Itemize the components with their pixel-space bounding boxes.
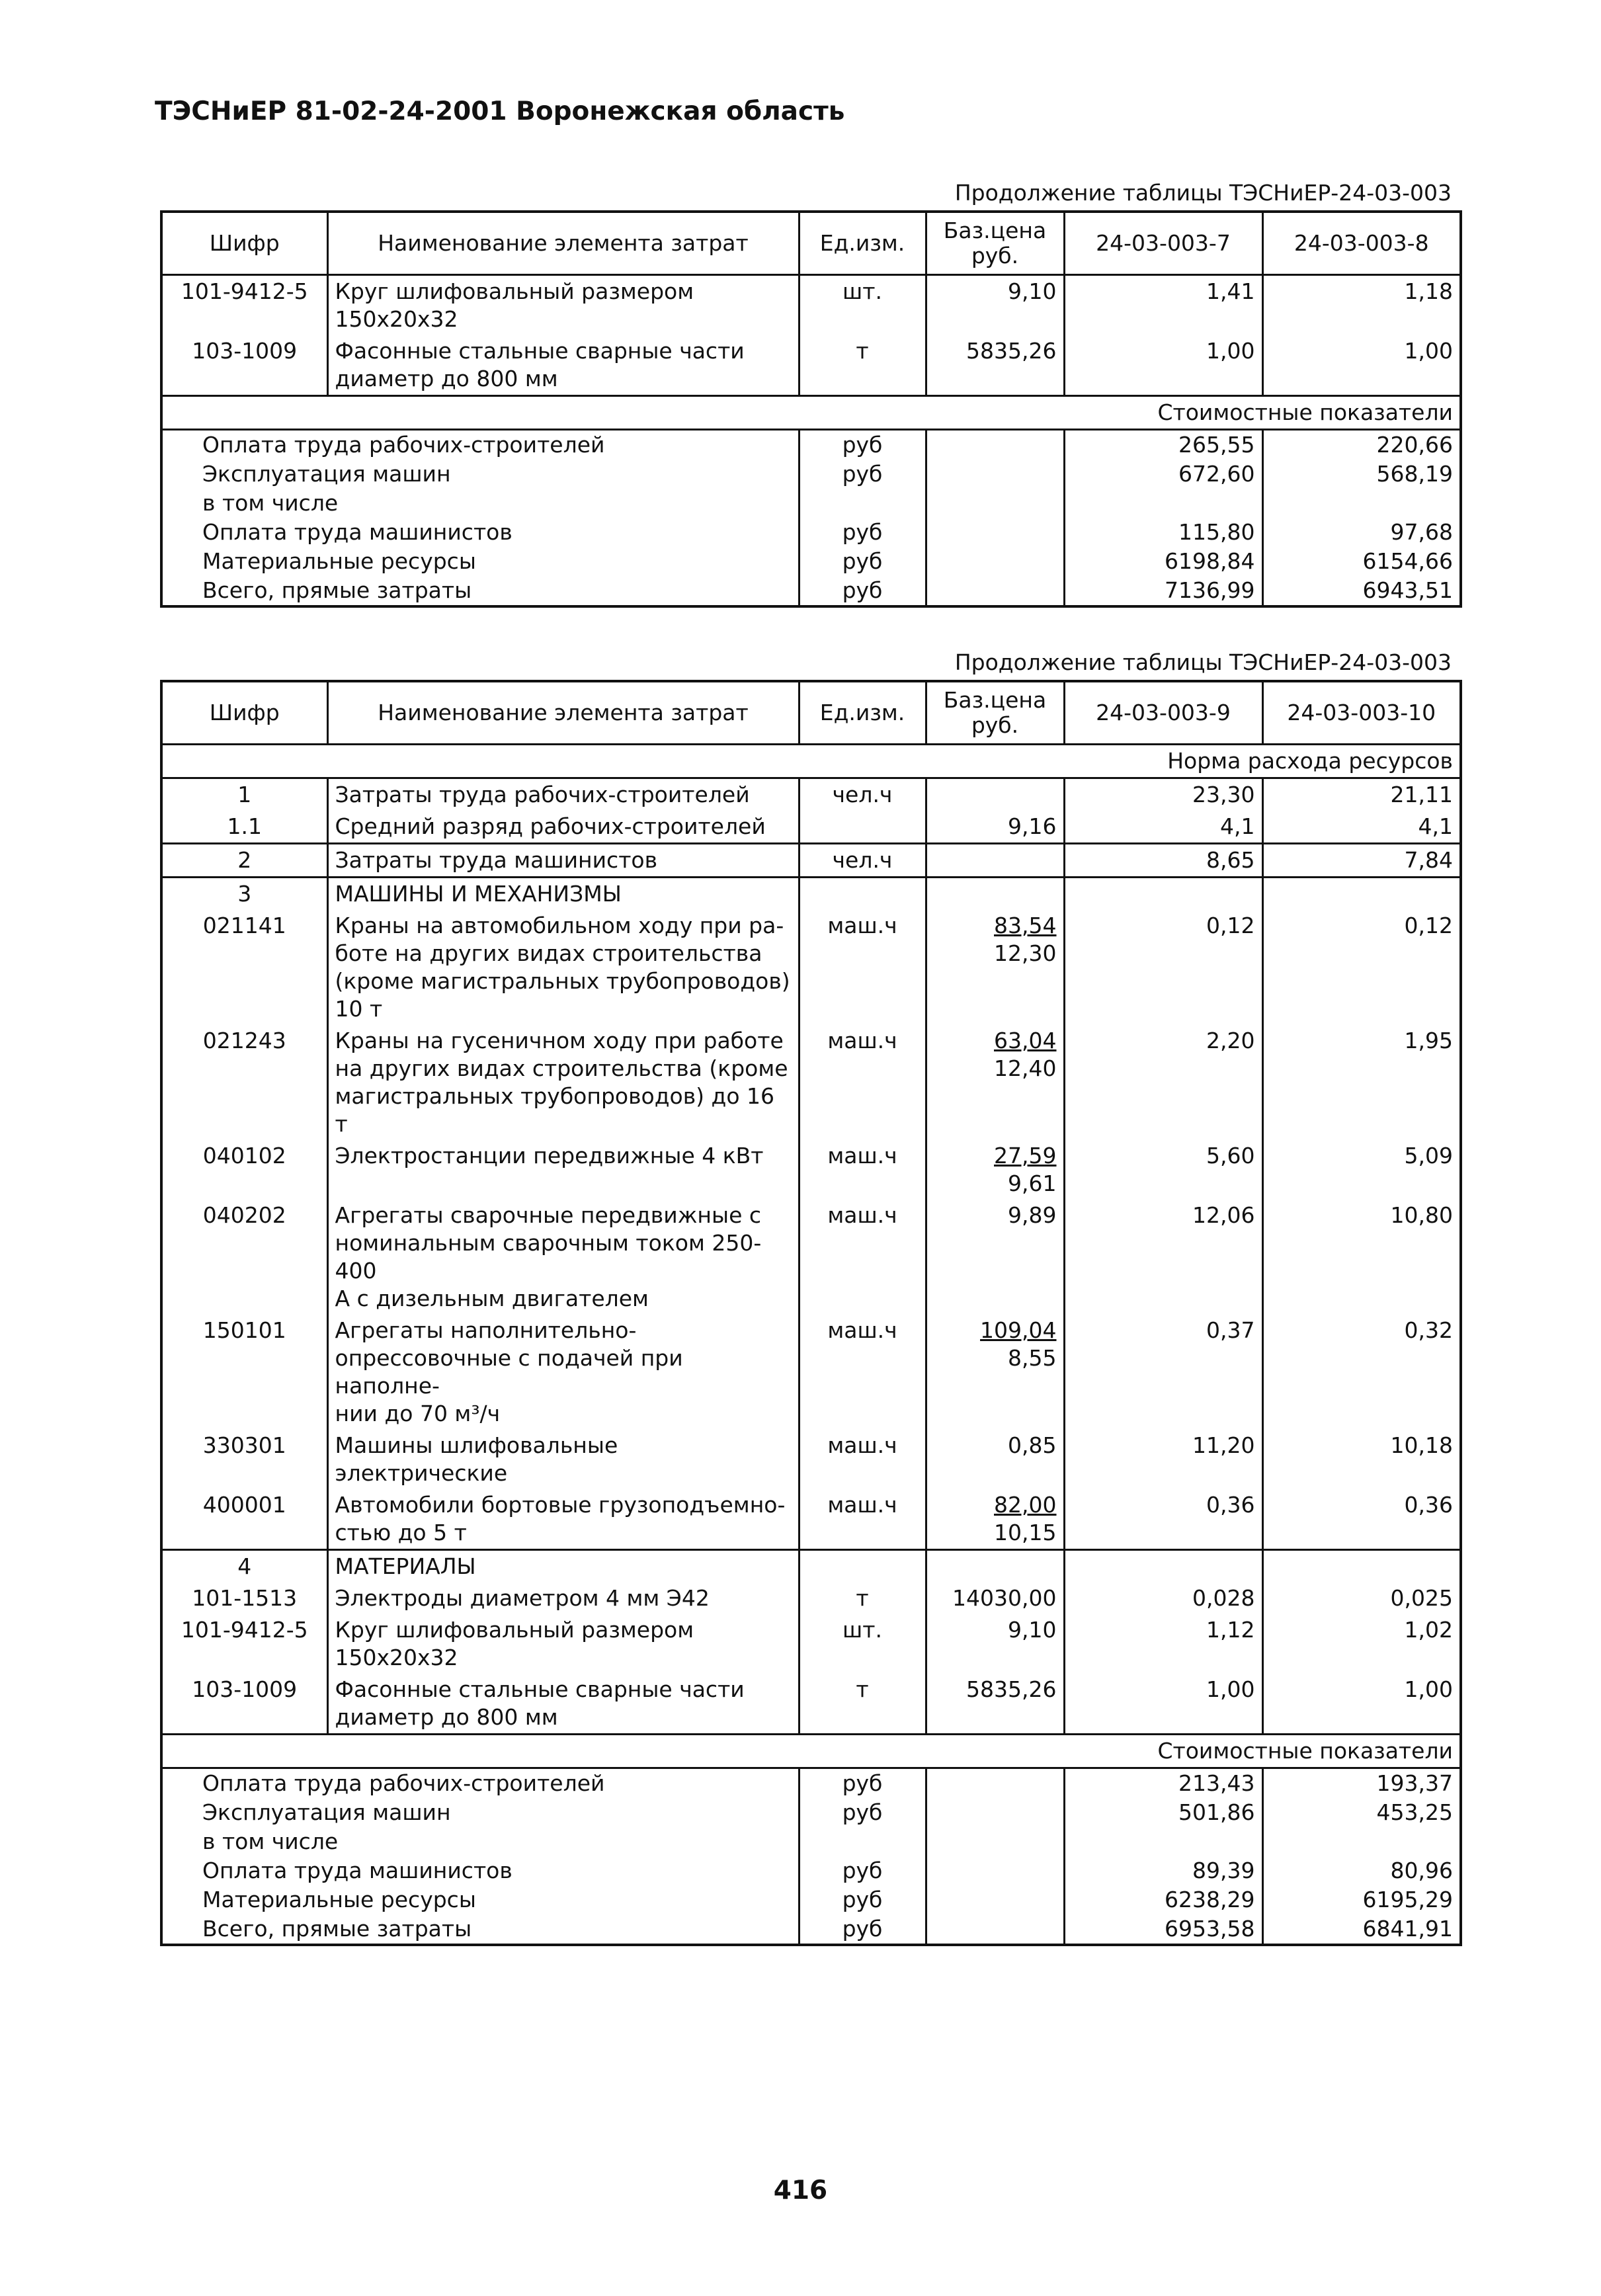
cost-value-2: 80,96 bbox=[1390, 1858, 1453, 1883]
header-col2: 24-03-003-8 bbox=[1262, 212, 1461, 275]
cost-row bbox=[161, 1798, 1461, 1827]
cost-row-total bbox=[161, 1914, 1461, 1945]
row-name-line: А с дизельным двигателем bbox=[335, 1286, 649, 1311]
cost-name: Оплата труда рабочих-строителей bbox=[161, 1768, 799, 1799]
section-row-materials bbox=[161, 1550, 1461, 1583]
row-name bbox=[327, 1614, 799, 1674]
row-value-1: 4,1 bbox=[1064, 811, 1262, 844]
row-value-1: 2,20 bbox=[1064, 1025, 1262, 1140]
page-number: 416 bbox=[773, 2176, 828, 2205]
row-code: 040102 bbox=[161, 1140, 327, 1200]
price-wage: 12,40 bbox=[994, 1055, 1057, 1081]
row-name bbox=[327, 1582, 799, 1614]
table-row bbox=[161, 1430, 1461, 1489]
row-name-line: Машины шлифовальные электрические bbox=[335, 1432, 618, 1486]
section-header-cost bbox=[161, 1735, 1461, 1768]
row-price bbox=[926, 1489, 1064, 1550]
cost-price bbox=[926, 489, 1064, 518]
row-code: 400001 bbox=[161, 1489, 327, 1550]
row-price bbox=[926, 1140, 1064, 1200]
cost-name: Всего, прямые затраты bbox=[161, 1914, 799, 1945]
section-title: МАТЕРИАЛЫ bbox=[327, 1550, 799, 1583]
row-name-line: диаметр до 800 мм bbox=[335, 366, 558, 391]
row-unit: т bbox=[799, 335, 926, 396]
cost-value-2: 6154,66 bbox=[1362, 548, 1453, 574]
cost-value-1: 672,60 bbox=[1064, 460, 1262, 489]
cost-price bbox=[926, 430, 1064, 460]
table-row bbox=[161, 1489, 1461, 1550]
row-unit: т bbox=[799, 1582, 926, 1614]
cost-value-2: 6943,51 bbox=[1362, 577, 1453, 603]
cost-price bbox=[926, 1768, 1064, 1799]
price-total: 82,00 bbox=[994, 1492, 1057, 1518]
header-col1: 24-03-003-7 bbox=[1064, 212, 1262, 275]
price-total: 109,04 bbox=[980, 1317, 1057, 1343]
cost-name: в том числе bbox=[161, 1827, 799, 1856]
empty-cell bbox=[1064, 878, 1262, 911]
section-header-cost bbox=[161, 396, 1461, 430]
table-row bbox=[161, 1674, 1461, 1735]
row-name bbox=[327, 275, 799, 336]
row-name bbox=[327, 1315, 799, 1430]
price-total: 63,04 bbox=[994, 1028, 1057, 1053]
price-wage: 9,61 bbox=[1008, 1170, 1057, 1196]
row-price bbox=[926, 778, 1064, 811]
row-value-1: 8,65 bbox=[1064, 844, 1262, 878]
table-row bbox=[161, 1315, 1461, 1430]
row-price: 9,10 bbox=[926, 1614, 1064, 1674]
cost-value-2: 453,25 bbox=[1376, 1799, 1453, 1825]
table-row bbox=[161, 1200, 1461, 1315]
cost-value-1 bbox=[1064, 1827, 1262, 1856]
row-value-1: 0,36 bbox=[1064, 1489, 1262, 1550]
row-name-line: номинальным сварочным током 250-400 bbox=[335, 1230, 762, 1284]
cost-unit: руб bbox=[799, 1856, 926, 1885]
cost-unit: руб bbox=[799, 518, 926, 547]
cost-price bbox=[926, 460, 1064, 489]
row-name: Затраты труда рабочих-строителей bbox=[327, 778, 799, 811]
row-name-line: Краны на автомобильном ходу при ра- bbox=[335, 913, 784, 938]
row-value-2: 1,00 bbox=[1404, 1676, 1453, 1702]
header-name: Наименование элемента затрат bbox=[327, 212, 799, 275]
row-unit: маш.ч bbox=[799, 1140, 926, 1200]
resource-table-1 bbox=[160, 210, 1462, 608]
header-price: Баз.цена руб. bbox=[926, 212, 1064, 275]
empty-cell bbox=[926, 878, 1064, 911]
table1-continuation-caption: Продолжение таблицы ТЭСНиЕР-24-03-003 bbox=[954, 180, 1452, 206]
row-value-1: 0,028 bbox=[1064, 1582, 1262, 1614]
row-value-1: 5,60 bbox=[1064, 1140, 1262, 1200]
row-unit: шт. bbox=[799, 275, 926, 336]
row-name bbox=[327, 910, 799, 1025]
table-row bbox=[161, 1140, 1461, 1200]
row-name-line: 150х20х32 bbox=[335, 1645, 458, 1670]
row-value-2: 1,02 bbox=[1404, 1617, 1453, 1643]
table1-header-row bbox=[161, 212, 1461, 275]
row-name-line: Агрегаты наполнительно- bbox=[335, 1317, 637, 1343]
table-row bbox=[161, 844, 1461, 878]
row-name-line: 150х20х32 bbox=[335, 306, 458, 332]
cost-value-2: 193,37 bbox=[1376, 1770, 1453, 1796]
row-unit: шт. bbox=[799, 1614, 926, 1674]
row-name-line: Электростанции передвижные 4 кВт bbox=[335, 1143, 764, 1168]
row-price: 9,16 bbox=[926, 811, 1064, 844]
row-value-1: 11,20 bbox=[1064, 1430, 1262, 1489]
table2-header-row bbox=[161, 681, 1461, 745]
row-code: 103-1009 bbox=[161, 335, 327, 396]
row-unit: маш.ч bbox=[799, 1489, 926, 1550]
cost-name: Материальные ресурсы bbox=[161, 547, 799, 576]
row-code: 1 bbox=[161, 778, 327, 811]
cost-row bbox=[161, 460, 1461, 489]
cost-value-1: 6953,58 bbox=[1064, 1914, 1262, 1945]
row-unit: маш.ч bbox=[799, 1200, 926, 1315]
cost-unit: руб bbox=[799, 1798, 926, 1827]
row-price: 9,89 bbox=[926, 1200, 1064, 1315]
row-name-line: магистральных трубопроводов) до 16 т bbox=[335, 1083, 775, 1137]
row-price: 0,85 bbox=[926, 1430, 1064, 1489]
cost-unit bbox=[799, 1827, 926, 1856]
price-total: 83,54 bbox=[994, 913, 1057, 938]
cost-price bbox=[926, 1914, 1064, 1945]
row-unit: т bbox=[799, 1674, 926, 1735]
cost-row bbox=[161, 1885, 1461, 1914]
section-title: Норма расхода ресурсов bbox=[161, 745, 1461, 778]
cost-name: в том числе bbox=[161, 489, 799, 518]
row-code: 021243 bbox=[161, 1025, 327, 1140]
cost-name: Эксплуатация машин bbox=[161, 1798, 799, 1827]
cost-value-2: 568,19 bbox=[1376, 461, 1453, 487]
header-unit: Ед.изм. bbox=[799, 681, 926, 745]
table-row bbox=[161, 1614, 1461, 1674]
cost-name: Оплата труда машинистов bbox=[161, 1856, 799, 1885]
cost-name: Материальные ресурсы bbox=[161, 1885, 799, 1914]
cost-value-1: 7136,99 bbox=[1064, 576, 1262, 606]
cost-value-1: 501,86 bbox=[1064, 1798, 1262, 1827]
empty-cell bbox=[926, 1550, 1064, 1583]
section-title: МАШИНЫ И МЕХАНИЗМЫ bbox=[327, 878, 799, 911]
row-unit: маш.ч bbox=[799, 1430, 926, 1489]
header-price: Баз.цена руб. bbox=[926, 681, 1064, 745]
table-row bbox=[161, 335, 1461, 396]
row-unit: чел.ч bbox=[799, 778, 926, 811]
row-value-2: 7,84 bbox=[1262, 844, 1461, 878]
resource-table-2 bbox=[160, 680, 1462, 1946]
row-value-2: 0,025 bbox=[1390, 1585, 1453, 1611]
row-unit bbox=[799, 811, 926, 844]
cost-name: Оплата труда машинистов bbox=[161, 518, 799, 547]
empty-cell bbox=[799, 878, 926, 911]
row-name-line: 10 т bbox=[335, 996, 383, 1022]
cost-value-2: 97,68 bbox=[1390, 519, 1453, 545]
row-code: 330301 bbox=[161, 1430, 327, 1489]
row-value-2: 21,11 bbox=[1390, 782, 1453, 807]
cost-row bbox=[161, 547, 1461, 576]
table-row bbox=[161, 778, 1461, 811]
row-name-line: Круг шлифовальный размером bbox=[335, 278, 694, 304]
row-price: 5835,26 bbox=[926, 335, 1064, 396]
section-title: Стоимостные показатели bbox=[161, 396, 1461, 430]
cost-price bbox=[926, 518, 1064, 547]
cost-row bbox=[161, 430, 1461, 460]
row-price bbox=[926, 910, 1064, 1025]
section-code: 3 bbox=[161, 878, 327, 911]
cost-price bbox=[926, 1885, 1064, 1914]
price-wage: 12,30 bbox=[994, 940, 1057, 966]
cost-price bbox=[926, 1827, 1064, 1856]
cost-value-1: 89,39 bbox=[1064, 1856, 1262, 1885]
cost-row bbox=[161, 1768, 1461, 1799]
row-code: 1.1 bbox=[161, 811, 327, 844]
row-name-line: Фасонные стальные сварные части bbox=[335, 338, 745, 364]
row-name-line: Фасонные стальные сварные части bbox=[335, 1676, 745, 1702]
cost-row bbox=[161, 518, 1461, 547]
row-name-line: опрессовочные с подачей при наполне- bbox=[335, 1345, 683, 1399]
row-name bbox=[327, 1674, 799, 1735]
row-name bbox=[327, 1140, 799, 1200]
cost-value-1: 6198,84 bbox=[1064, 547, 1262, 576]
price-wage: 10,15 bbox=[994, 1520, 1057, 1545]
row-unit: маш.ч bbox=[799, 1315, 926, 1430]
cost-row-total bbox=[161, 576, 1461, 606]
cost-value-2: 220,66 bbox=[1376, 432, 1453, 458]
header-unit: Ед.изм. bbox=[799, 212, 926, 275]
row-name bbox=[327, 1200, 799, 1315]
cost-unit: руб bbox=[799, 547, 926, 576]
table-row bbox=[161, 275, 1461, 336]
row-price bbox=[926, 1025, 1064, 1140]
price-wage: 8,55 bbox=[1008, 1345, 1057, 1371]
cost-unit bbox=[799, 489, 926, 518]
empty-cell bbox=[1262, 1550, 1461, 1583]
cost-unit: руб bbox=[799, 1914, 926, 1945]
row-name-line: (кроме магистральных трубопроводов) bbox=[335, 968, 790, 994]
cost-row bbox=[161, 1827, 1461, 1856]
row-name-line: Краны на гусеничном ходу при работе bbox=[335, 1028, 784, 1053]
row-value-2: 1,18 bbox=[1404, 278, 1453, 304]
cost-value-1: 115,80 bbox=[1064, 518, 1262, 547]
cost-row bbox=[161, 1856, 1461, 1885]
row-value-1: 1,00 bbox=[1064, 335, 1262, 396]
cost-unit: руб bbox=[799, 430, 926, 460]
row-name-line: Автомобили бортовые грузоподъемно- bbox=[335, 1492, 786, 1518]
row-name bbox=[327, 1430, 799, 1489]
header-col1: 24-03-003-9 bbox=[1064, 681, 1262, 745]
cost-name: Оплата труда рабочих-строителей bbox=[161, 430, 799, 460]
row-name-line: на других видах строительства (кроме bbox=[335, 1055, 788, 1081]
cost-unit: руб bbox=[799, 576, 926, 606]
row-unit: чел.ч bbox=[799, 844, 926, 878]
section-title: Стоимостные показатели bbox=[161, 1735, 1461, 1768]
row-value-1: 1,12 bbox=[1064, 1614, 1262, 1674]
row-code: 150101 bbox=[161, 1315, 327, 1430]
cost-value-1: 265,55 bbox=[1064, 430, 1262, 460]
row-price: 9,10 bbox=[926, 275, 1064, 336]
row-name-line: Агрегаты сварочные передвижные с bbox=[335, 1202, 761, 1228]
row-price bbox=[926, 844, 1064, 878]
cost-unit: руб bbox=[799, 1768, 926, 1799]
empty-cell bbox=[1262, 878, 1461, 911]
cost-unit: руб bbox=[799, 460, 926, 489]
cost-value-2 bbox=[1262, 1827, 1461, 1856]
row-value-2: 10,18 bbox=[1390, 1432, 1453, 1458]
row-value-2: 5,09 bbox=[1404, 1143, 1453, 1168]
row-value-1: 23,30 bbox=[1064, 778, 1262, 811]
cost-name: Эксплуатация машин bbox=[161, 460, 799, 489]
row-name-line: нии до 70 м³/ч bbox=[335, 1401, 501, 1426]
row-code: 040202 bbox=[161, 1200, 327, 1315]
row-name bbox=[327, 335, 799, 396]
cost-name: Всего, прямые затраты bbox=[161, 576, 799, 606]
row-value-2: 4,1 bbox=[1418, 813, 1453, 839]
section-header-norm bbox=[161, 745, 1461, 778]
header-code: Шифр bbox=[161, 212, 327, 275]
row-code: 021141 bbox=[161, 910, 327, 1025]
row-name-line: боте на других видах строительства bbox=[335, 940, 762, 966]
cost-unit: руб bbox=[799, 1885, 926, 1914]
empty-cell bbox=[799, 1550, 926, 1583]
table-row bbox=[161, 1025, 1461, 1140]
document-title: ТЭСНиЕР 81-02-24-2001 Воронежская область bbox=[155, 97, 845, 126]
cost-price bbox=[926, 1856, 1064, 1885]
row-value-1: 1,00 bbox=[1064, 1674, 1262, 1735]
row-name bbox=[327, 1025, 799, 1140]
row-value-1: 1,41 bbox=[1064, 275, 1262, 336]
row-name bbox=[327, 1489, 799, 1550]
row-value-2: 0,32 bbox=[1404, 1317, 1453, 1343]
cost-value-1: 6238,29 bbox=[1064, 1885, 1262, 1914]
table-row bbox=[161, 811, 1461, 844]
table2-continuation-caption: Продолжение таблицы ТЭСНиЕР-24-03-003 bbox=[954, 649, 1452, 675]
row-code: 101-9412-5 bbox=[161, 275, 327, 336]
empty-cell bbox=[1064, 1550, 1262, 1583]
row-unit: маш.ч bbox=[799, 910, 926, 1025]
row-unit: маш.ч bbox=[799, 1025, 926, 1140]
row-value-2: 10,80 bbox=[1390, 1202, 1453, 1228]
row-value-2: 1,00 bbox=[1404, 338, 1453, 364]
row-price bbox=[926, 1315, 1064, 1430]
row-price: 14030,00 bbox=[926, 1582, 1064, 1614]
section-code: 4 bbox=[161, 1550, 327, 1583]
header-code: Шифр bbox=[161, 681, 327, 745]
row-value-1: 0,12 bbox=[1064, 910, 1262, 1025]
row-value-1: 0,37 bbox=[1064, 1315, 1262, 1430]
cost-value-2 bbox=[1262, 489, 1461, 518]
header-name: Наименование элемента затрат bbox=[327, 681, 799, 745]
section-row-machines bbox=[161, 878, 1461, 911]
cost-value-1: 213,43 bbox=[1064, 1768, 1262, 1799]
row-code: 2 bbox=[161, 844, 327, 878]
row-value-2: 0,12 bbox=[1404, 913, 1453, 938]
row-price: 5835,26 bbox=[926, 1674, 1064, 1735]
row-name-line: Круг шлифовальный размером bbox=[335, 1617, 694, 1643]
cost-price bbox=[926, 547, 1064, 576]
row-name-line: стью до 5 т bbox=[335, 1520, 467, 1545]
row-value-1: 12,06 bbox=[1064, 1200, 1262, 1315]
table-row bbox=[161, 910, 1461, 1025]
row-name-line: Электроды диаметром 4 мм Э42 bbox=[335, 1585, 710, 1611]
header-col2: 24-03-003-10 bbox=[1262, 681, 1461, 745]
row-code: 103-1009 bbox=[161, 1674, 327, 1735]
cost-value-2: 6841,91 bbox=[1362, 1916, 1453, 1942]
price-total: 27,59 bbox=[994, 1143, 1057, 1168]
row-name-line: диаметр до 800 мм bbox=[335, 1704, 558, 1730]
cost-price bbox=[926, 1798, 1064, 1827]
cost-value-1 bbox=[1064, 489, 1262, 518]
table-row bbox=[161, 1582, 1461, 1614]
row-value-2: 1,95 bbox=[1404, 1028, 1453, 1053]
row-code: 101-1513 bbox=[161, 1582, 327, 1614]
row-value-2: 0,36 bbox=[1404, 1492, 1453, 1518]
row-name: Затраты труда машинистов bbox=[327, 844, 799, 878]
cost-row bbox=[161, 489, 1461, 518]
row-code: 101-9412-5 bbox=[161, 1614, 327, 1674]
cost-value-2: 6195,29 bbox=[1362, 1887, 1453, 1912]
cost-price bbox=[926, 576, 1064, 606]
row-name: Средний разряд рабочих-строителей bbox=[327, 811, 799, 844]
